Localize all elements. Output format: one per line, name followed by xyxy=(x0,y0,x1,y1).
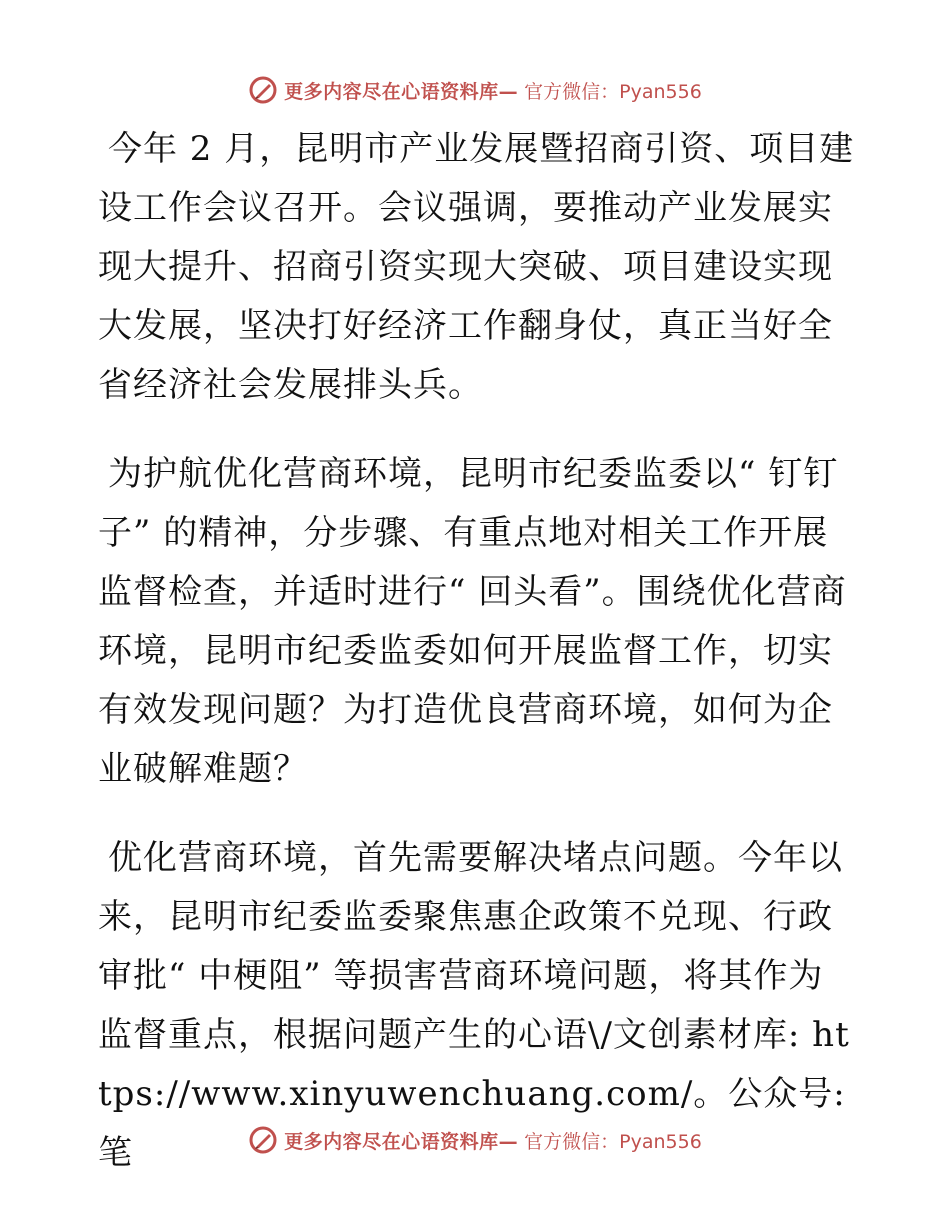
header-banner xyxy=(0,70,950,110)
header-banner-text: 更多内容尽在心语资料库— xyxy=(284,80,519,103)
paragraph-1: 今年 2 月，昆明市产业发展暨招商引资、项目建设工作会议召开。会议强调，要推动产业发展实现大提升、招商引资实现大突破、项目建设实现大发展，坚决打好经济工作翻身仗，真正当好全省经济社会发展排头兵。 xyxy=(98,129,855,405)
pen-circle-logo-icon xyxy=(248,75,278,105)
document-body xyxy=(98,120,858,1213)
pen-circle-logo-icon xyxy=(248,1125,278,1155)
footer-banner xyxy=(0,1120,950,1160)
footer-banner-text: 更多内容尽在心语资料库— xyxy=(284,1130,519,1153)
footer-banner-contact: 官方微信：Pyan556 xyxy=(524,1130,702,1153)
paragraph-2: 为护航优化营商环境，昆明市纪委监委以“ 钉钉子” 的精神，分步骤、有重点地对相关工作开展监督检查，并适时进行“ 回头看”。围绕优化营商环境，昆明市纪委监委如何开展监督工作，切实有效发现问题？为打造优良营商环境，如何为企业破解难题？ xyxy=(98,454,847,789)
header-banner-contact: 官方微信：Pyan556 xyxy=(524,80,702,103)
paragraph-3: 优化营商环境，首先需要解决堵点问题。今年以来，昆明市纪委监委聚焦惠企政策不兑现、行政审批“ 中梗阻” 等损害营商环境问题，将其作为监督重点，根据问题产生的心语\/文创素材库: https://www.xinyuwenchuang.com/。公众号: 笔 xyxy=(98,838,850,1173)
